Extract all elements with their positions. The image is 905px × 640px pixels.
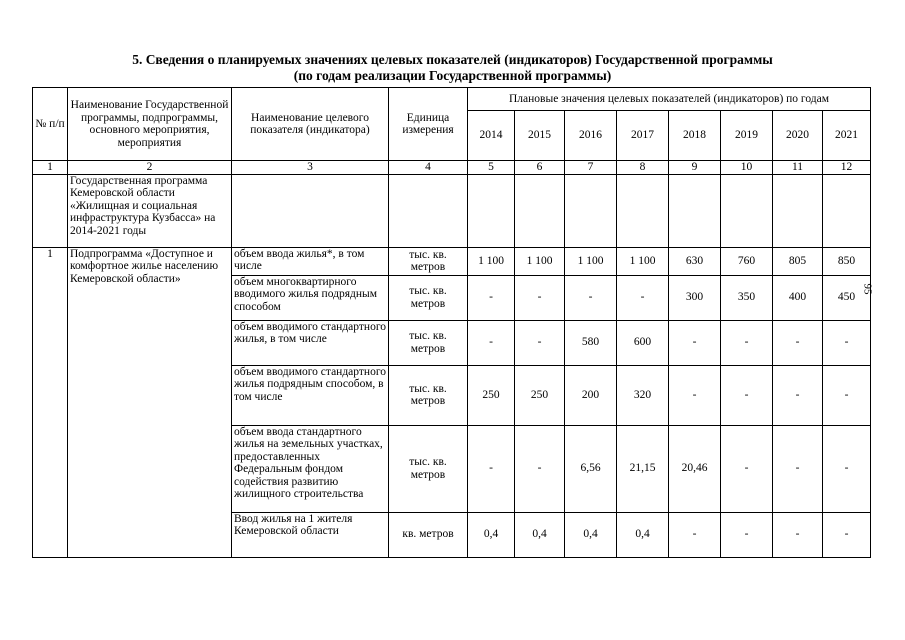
value-cell: - [721,425,773,512]
value-cell: 760 [721,247,773,275]
value-cell: 1 100 [565,247,617,275]
value-cell: - [468,425,515,512]
year-header: 2015 [515,111,565,161]
value-cell: - [617,275,669,320]
indicators-table [32,87,871,558]
value-cell: 450 [823,275,871,320]
value-cell: 6,56 [565,425,617,512]
header-num: № п/п [33,88,68,161]
value-cell: - [823,365,871,425]
indicator-name: объем многоквартирного вводимого жилья подрядным способом [232,275,389,320]
unit-cell: тыс. кв. метров [389,275,468,320]
header-indicator: Наименование целевого показателя (индикатора) [232,88,389,161]
value-cell: 0,4 [565,512,617,557]
unit-cell: тыс. кв. метров [389,425,468,512]
value-cell: 1 100 [617,247,669,275]
value-cell: - [669,365,721,425]
column-number: 2 [68,161,232,175]
value-cell: - [721,512,773,557]
column-number: 8 [617,161,669,175]
program-name: Государственная программа Кемеровской области «Жилищная и социальная инфраструктура Кузбасса» на 2014-2021 годы [68,174,232,247]
value-cell: - [669,512,721,557]
value-cell: 1 100 [515,247,565,275]
value-cell: 350 [721,275,773,320]
table-row [33,247,871,275]
indicator-name: Ввод жилья на 1 жителя Кемеровской области [232,512,389,557]
document-subtitle: (по годам реализации Государственной программы) [293,68,612,83]
value-cell: - [773,320,823,365]
value-cell: - [773,512,823,557]
year-header: 2016 [565,111,617,161]
unit-cell: тыс. кв. метров [389,320,468,365]
value-cell: 850 [823,247,871,275]
value-cell: 200 [565,365,617,425]
value-cell: 1 100 [468,247,515,275]
column-numbers-row [33,161,871,175]
unit-cell: тыс. кв. метров [389,247,468,275]
value-cell: 300 [669,275,721,320]
value-cell: - [823,512,871,557]
header-name: Наименование Государственной программы, подпрограммы, основного мероприятия, мероприятия [68,88,232,161]
value-cell: - [721,365,773,425]
value-cell: - [823,320,871,365]
year-header: 2014 [468,111,515,161]
column-number: 1 [33,161,68,175]
page-number: 95 [861,283,874,295]
column-number: 6 [515,161,565,175]
value-cell: - [515,425,565,512]
column-number: 4 [389,161,468,175]
column-number: 5 [468,161,515,175]
indicator-name: объем вводимого стандартного жилья подрядным способом, в том числе [232,365,389,425]
indicator-name: объем вводимого стандартного жилья, в том числе [232,320,389,365]
column-number: 11 [773,161,823,175]
subprogram-name: Подпрограмма «Доступное и комфортное жилье населению Кемеровской области» [68,247,232,557]
column-number: 7 [565,161,617,175]
value-cell: 630 [669,247,721,275]
column-number: 10 [721,161,773,175]
value-cell: 0,4 [515,512,565,557]
value-cell: - [669,320,721,365]
column-number: 12 [823,161,871,175]
value-cell: 250 [515,365,565,425]
value-cell: - [565,275,617,320]
value-cell: 0,4 [468,512,515,557]
year-header: 2018 [669,111,721,161]
value-cell: - [468,320,515,365]
program-row [33,174,871,247]
year-header: 2021 [823,111,871,161]
indicator-name: объем ввода жилья*, в том числе [232,247,389,275]
value-cell: - [721,320,773,365]
column-number: 3 [232,161,389,175]
value-cell: 320 [617,365,669,425]
value-cell: 250 [468,365,515,425]
year-header: 2019 [721,111,773,161]
column-number: 9 [669,161,721,175]
value-cell: - [468,275,515,320]
unit-cell: тыс. кв. метров [389,365,468,425]
value-cell: 600 [617,320,669,365]
header-unit: Единица измерения [389,88,468,161]
value-cell: - [773,365,823,425]
value-cell: - [515,320,565,365]
value-cell: 400 [773,275,823,320]
document-title: 5. Сведения о планируемых значениях целевых показателей (индикаторов) Государственной программы [132,52,773,67]
value-cell: - [823,425,871,512]
header-planned: Плановые значения целевых показателей (индикаторов) по годам [468,88,871,111]
value-cell: 20,46 [669,425,721,512]
year-header: 2017 [617,111,669,161]
value-cell: 21,15 [617,425,669,512]
value-cell: 580 [565,320,617,365]
year-header: 2020 [773,111,823,161]
subprogram-number: 1 [33,247,68,557]
value-cell: 0,4 [617,512,669,557]
value-cell: 805 [773,247,823,275]
value-cell: - [773,425,823,512]
value-cell: - [515,275,565,320]
indicator-name: объем ввода стандартного жилья на земельных участках, предоставленных Федеральным фондом содействия развитию жилищного строительства [232,425,389,512]
unit-cell: кв. метров [389,512,468,557]
